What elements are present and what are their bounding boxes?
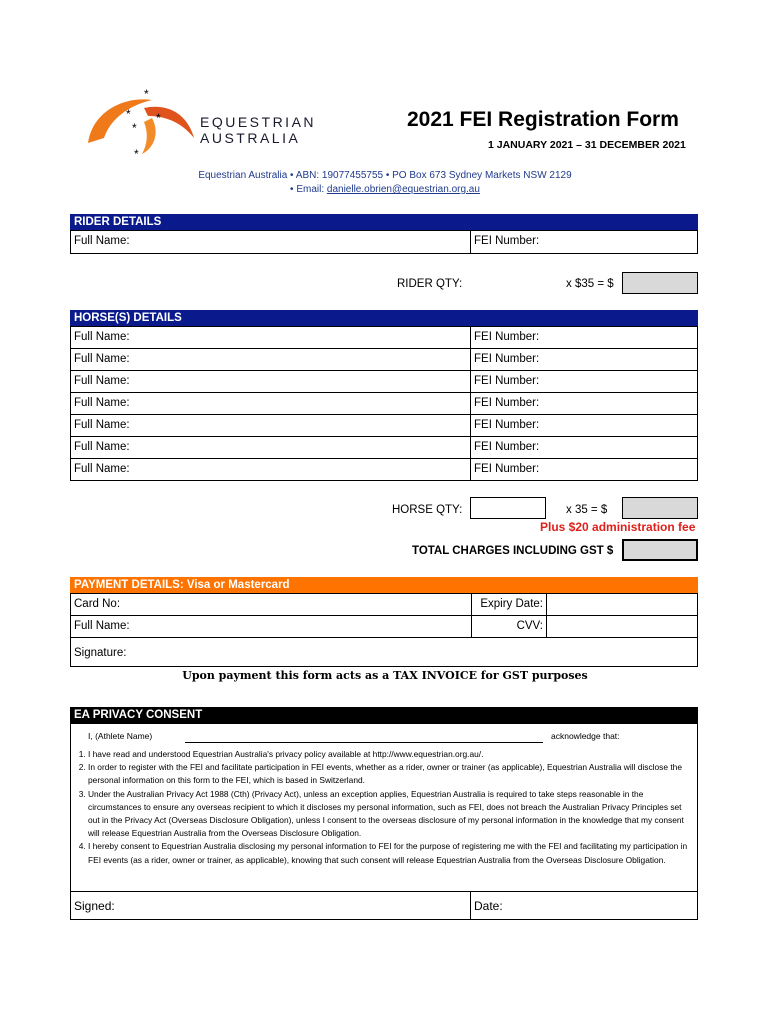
horse-details-header: HORSE(S) DETAILS [70, 310, 698, 326]
horse-fei-number-field[interactable] [470, 326, 698, 349]
svg-text:*: * [126, 107, 131, 121]
horse-full-name-field[interactable] [70, 392, 471, 415]
privacy-statements [78, 748, 693, 867]
horse-price-label: x 35 = $ [566, 504, 608, 516]
horse-fei-number-field[interactable] [470, 458, 698, 481]
privacy-item: 1. I have read and understood Equestrian Australia's privacy policy available at http://www.equestrian.org.au/. [88, 748, 693, 761]
rider-full-name-label: Full Name: [74, 235, 130, 247]
privacy-item: 2. In order to register with the FEI and facilitate participation in FEI events, whether as a rider, owner or trainer (as applicable), Equestrian Australia will disclose the personal information on this form to the FEI, which is based in Switzerland. [88, 761, 693, 787]
expiry-date-label: Expiry Date: [480, 598, 543, 610]
horse-full-name-label: Full Name: [74, 419, 130, 431]
total-charges-field[interactable] [622, 539, 698, 561]
payment-full-name-field[interactable] [70, 615, 472, 638]
email-link[interactable]: danielle.obrien@equestrian.org.au [326, 184, 480, 195]
rider-price-label: x $35 = $ [566, 278, 614, 290]
horse-fei-number-field[interactable] [470, 348, 698, 371]
horse-fei-number-field[interactable] [470, 436, 698, 459]
form-dates: 1 JANUARY 2021 – 31 DECEMBER 2021 [488, 139, 686, 151]
horse-qty-field[interactable] [470, 497, 546, 519]
horse-fei-number-label: FEI Number: [474, 353, 540, 365]
signed-field[interactable] [70, 891, 471, 920]
horse-fei-number-label: FEI Number: [474, 397, 540, 409]
horse-full-name-label: Full Name: [74, 375, 130, 387]
privacy-consent-header: EA PRIVACY CONSENT [70, 707, 698, 723]
rider-full-name-field[interactable] [70, 230, 471, 254]
horse-full-name-label: Full Name: [74, 463, 130, 475]
signed-label: Signed: [74, 899, 115, 913]
org-email-line [0, 184, 770, 195]
cvv-label-cell [471, 615, 547, 638]
form-title: 2021 FEI Registration Form [407, 108, 679, 131]
horse-full-name-field[interactable] [70, 348, 471, 371]
signature-field[interactable] [70, 637, 698, 667]
acknowledge-label: acknowledge that: [551, 731, 620, 741]
rider-qty-label: RIDER QTY: [397, 278, 463, 290]
privacy-item: 4. I hereby consent to Equestrian Australia disclosing my personal information to FEI for the purpose of registering me with the FEI and facilitating my participation in FEI events (as a rider, owner or trainer, as applicable), knowing that such consent will release Equestrian Australia from the Overseas Disclosure Obligation. [88, 840, 693, 866]
privacy-list [78, 748, 693, 867]
horse-fei-number-label: FEI Number: [474, 375, 540, 387]
horse-amount-field[interactable] [622, 497, 698, 519]
horse-full-name-field[interactable] [70, 370, 471, 393]
card-number-label: Card No: [74, 598, 121, 610]
horse-full-name-field[interactable] [70, 326, 471, 349]
total-charges-label: TOTAL CHARGES INCLUDING GST $ [412, 545, 614, 557]
date-field[interactable] [470, 891, 698, 920]
logo-text-line2: AUSTRALIA [200, 130, 301, 146]
date-label: Date: [474, 899, 503, 913]
svg-text:*: * [144, 88, 149, 101]
expiry-date-label-cell [471, 593, 547, 616]
card-number-field[interactable] [70, 593, 472, 616]
horse-full-name-label: Full Name: [74, 353, 130, 365]
athlete-name-line[interactable] [185, 742, 543, 743]
horse-full-name-label: Full Name: [74, 397, 130, 409]
svg-text:*: * [132, 121, 137, 135]
signature-label: Signature: [74, 647, 127, 659]
cvv-label: CVV: [516, 620, 543, 632]
horse-full-name-field[interactable] [70, 414, 471, 437]
logo-mark-icon [82, 88, 202, 163]
email-label: • Email: [290, 184, 325, 195]
horse-fei-number-label: FEI Number: [474, 419, 540, 431]
privacy-item: 3. Under the Australian Privacy Act 1988 (Cth) (Privacy Act), unless an exception applies, Equestrian Australia is required to take steps reasonable in the circumstances to ensure any overseas recipient to which it discloses my personal information, such as FEI, does not breach the Australian Privacy Principles set out in the Privacy Act (Overseas Disclosure Obligation), unless I consent to the overseas disclosure of my personal information in the knowledge that my consent will release Equestrian Australia from the Overseas Disclosure Obligation. [88, 788, 693, 841]
tax-invoice-note: Upon payment this form acts as a TAX INVOICE for GST purposes [182, 669, 588, 682]
cvv-field[interactable] [546, 615, 698, 638]
horse-fei-number-field[interactable] [470, 370, 698, 393]
equestrian-australia-logo [82, 88, 322, 163]
rider-details-header: RIDER DETAILS [70, 214, 698, 230]
horse-full-name-label: Full Name: [74, 441, 130, 453]
horse-fei-number-label: FEI Number: [474, 331, 540, 343]
expiry-date-field[interactable] [546, 593, 698, 616]
athlete-name-label: I, (Athlete Name) [88, 731, 153, 741]
horse-qty-label: HORSE QTY: [392, 504, 463, 516]
horse-full-name-field[interactable] [70, 458, 471, 481]
horse-fei-number-field[interactable] [470, 392, 698, 415]
org-details: Equestrian Australia • ABN: 19077455755 • PO Box 673 Sydney Markets NSW 2129 [198, 170, 572, 181]
rider-fei-number-field[interactable] [470, 230, 698, 254]
horse-full-name-label: Full Name: [74, 331, 130, 343]
admin-fee-note: Plus $20 administration fee [540, 520, 696, 534]
logo-text-line1: EQUESTRIAN [200, 114, 317, 130]
rider-fei-number-label: FEI Number: [474, 235, 540, 247]
horse-fei-number-label: FEI Number: [474, 463, 540, 475]
payment-full-name-label: Full Name: [74, 620, 130, 632]
horse-fei-number-label: FEI Number: [474, 441, 540, 453]
svg-text:*: * [134, 147, 139, 161]
horse-fei-number-field[interactable] [470, 414, 698, 437]
payment-details-header: PAYMENT DETAILS: Visa or Mastercard [70, 577, 698, 593]
svg-text:*: * [156, 111, 161, 125]
horse-full-name-field[interactable] [70, 436, 471, 459]
rider-amount-field[interactable] [622, 272, 698, 294]
